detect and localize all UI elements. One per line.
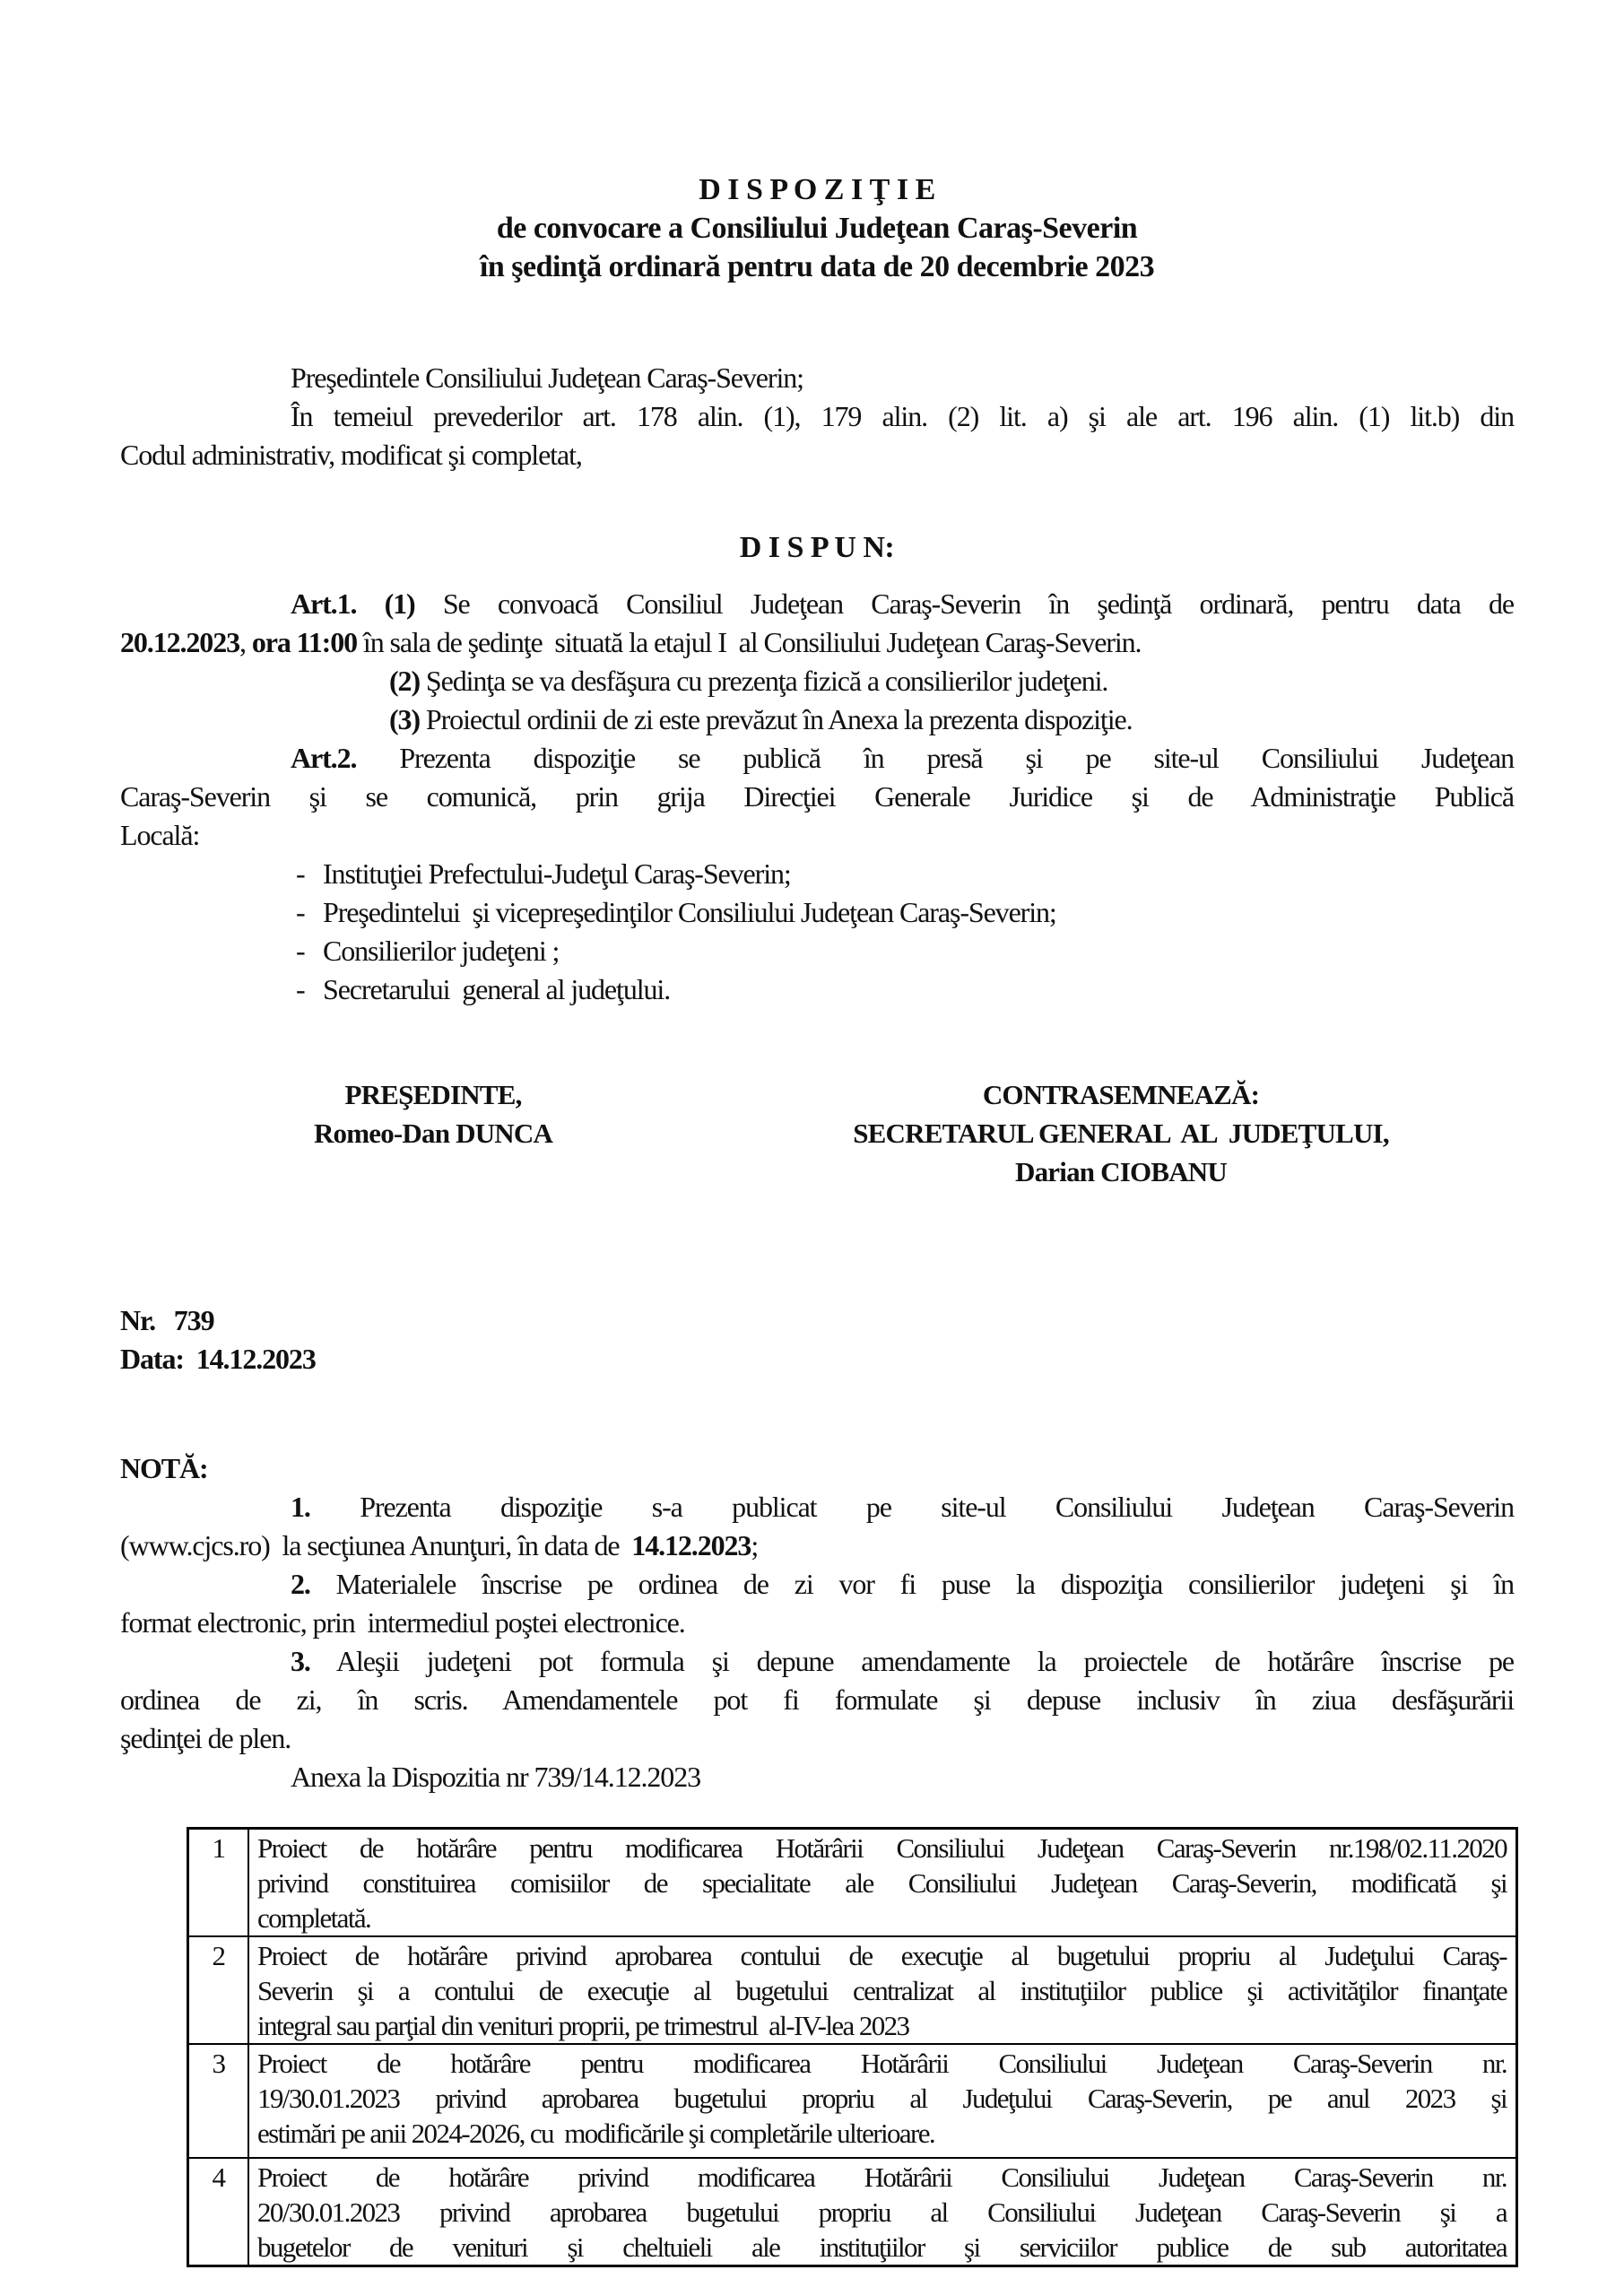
meeting-date: 20.12.2023 [120, 626, 240, 658]
row-3-line-2: 19/30.01.2023 privind aprobarea bugetului propriu al Judeţului Caraş-Severin, pe anul 2023 şi [257, 2083, 1507, 2114]
registration-block [120, 1301, 1514, 1378]
note-heading: NOTĂ: [120, 1452, 208, 1484]
table-row [188, 2158, 1517, 2266]
registration-number: Nr. 739 [120, 1304, 214, 1336]
doc-title [120, 170, 1514, 286]
row-2-line-1: Proiect de hotărâre privind aprobarea contului de execuţie al bugetului propriu al Judeţului Caraş- [257, 1940, 1507, 1971]
note-1-line-2-pre: (www.cjcs.ro) la secţiunea Anunţuri, în data de [120, 1529, 632, 1561]
note-section [120, 1449, 1514, 1796]
recipient-item-1 [120, 855, 1514, 893]
para-3-text: Proiectul ordinii de zi este prevăzut în Anexa la prezenta dispoziţie. [420, 703, 1133, 735]
row-4-line-2: 20/30.01.2023 privind aprobarea bugetului propriu al Consiliului Judeţean Caraş-Severin şi a [257, 2196, 1507, 2228]
para-2-text: Şedinţa se va desfăşura cu prezenţa fizică a consilierilor judeţeni. [420, 665, 1108, 697]
article-1-line-1 [120, 585, 1514, 623]
note-1-label: 1. [291, 1491, 310, 1523]
row-number: 2 [188, 1936, 249, 2044]
row-number: 1 [188, 1829, 249, 1937]
note-2-line-2: format electronic, prin intermediul poştei electronice. [120, 1606, 685, 1639]
row-2-line-2: Severin şi a contului de execuţie al bugetului centralizat al instituţiilor publice şi activităţilor finanţate [257, 1975, 1507, 2006]
row-text [248, 1936, 1517, 2044]
preamble-line-1: Preşedintele Consiliului Judeţean Caraş-Severin; [291, 361, 803, 394]
row-4-line-3: bugetelor de venituri şi cheltuieli ale instituţiilor şi serviciilor publice de sub autoritatea [257, 2231, 1507, 2263]
row-3-line-3: estimări pe anii 2024-2026, cu modificările şi completările ulterioare. [257, 2118, 935, 2149]
list-dash: - [296, 857, 305, 890]
list-dash: - [296, 935, 305, 967]
row-3-line-1: Proiect de hotărâre pentru modificarea Hotărârii Consiliului Judeţean Caraş-Severin nr. [257, 2048, 1507, 2079]
recipients-list [120, 855, 1514, 1009]
countersign-title: CONTRASEMNEAZĂ: [982, 1079, 1260, 1110]
row-1-line-1: Proiect de hotărâre pentru modificarea Hotărârii Consiliului Judeţean Caraş-Severin nr.198/02.11.2020 [257, 1832, 1507, 1864]
article-1-para-3 [120, 700, 1514, 739]
doc-title-line-2: de convocare a Consiliului Judeţean Caraş-Severin [496, 212, 1138, 245]
row-text [248, 1829, 1517, 1937]
article-2-line-1-text: Prezenta dispoziţie se publică în presă şi pe site-ul Consiliului Judeţean [356, 742, 1514, 774]
secretary-title: SECRETARUL GENERAL AL JUDEŢULUI, [853, 1118, 1389, 1149]
note-1-line-1 [120, 1488, 1514, 1526]
row-text [248, 2044, 1517, 2158]
recipient-item-1-text: Instituţiei Prefectului-Judeţul Caraş-Severin; [323, 857, 791, 890]
article-1-para-2 [120, 662, 1514, 700]
recipient-item-3-text: Consilierilor judeţeni ; [323, 935, 560, 967]
row-4-line-1: Proiect de hotărâre privind modificarea Hotărârii Consiliului Judeţean Caraş-Severin nr. [257, 2161, 1507, 2193]
note-3-line-2: ordinea de zi, în scris. Amendamentele pot fi formulate şi depuse inclusiv în ziua desfăşurării [120, 1683, 1514, 1716]
para-3-label: (3) [389, 703, 421, 735]
article-2 [120, 739, 1514, 855]
doc-title-line-3: în şedinţă ordinară pentru data de 20 decembrie 2023 [479, 250, 1155, 283]
meeting-time: ora 11:00 [251, 626, 358, 658]
recipient-item-2-text: Preşedintelui şi vicepreşedinţilor Consiliului Judeţean Caraş-Severin; [323, 896, 1056, 928]
signature-countersign [771, 1075, 1471, 1191]
preamble [120, 359, 1514, 474]
table-row [188, 1829, 1517, 1937]
note-2-label: 2. [291, 1568, 310, 1600]
secretary-name: Darian CIOBANU [1015, 1156, 1227, 1187]
doc-title-line-1: D I S P O Z I Ţ I E [699, 173, 935, 206]
note-3-line-1 [120, 1642, 1514, 1681]
para-2-label: (2) [389, 665, 421, 697]
comma-separator: , [239, 626, 252, 658]
recipient-item-3 [120, 932, 1514, 970]
signature-president [164, 1075, 702, 1152]
article-2-label: Art.2. [291, 742, 357, 774]
table-row [188, 1936, 1517, 2044]
row-2-line-3: integral sau parţial din venituri proprii, pe trimestrul al-IV-lea 2023 [257, 2010, 909, 2041]
note-1-line-2 [120, 1526, 1514, 1565]
list-dash: - [296, 973, 305, 1005]
recipient-item-4-text: Secretarului general al judeţului. [323, 973, 671, 1005]
table-row [188, 2044, 1517, 2158]
row-text [248, 2158, 1517, 2266]
note-2-line-1 [120, 1565, 1514, 1604]
preamble-line-2: În temeiul prevederilor art. 178 alin. (1), 179 alin. (2) lit. a) şi ale art. 196 alin. (1) lit.b) din [291, 400, 1514, 432]
recipient-item-2 [120, 893, 1514, 932]
agenda-table [187, 1827, 1518, 2267]
president-name: Romeo-Dan DUNCA [313, 1118, 553, 1149]
row-1-line-2: privind constituirea comisiilor de specialitate ale Consiliului Judeţean Caraş-Severin, modificată şi [257, 1867, 1507, 1899]
row-1-line-3: completată. [257, 1902, 371, 1934]
article-2-line-3: Locală: [120, 819, 200, 851]
article-2-line-1 [120, 739, 1514, 778]
president-title: PREŞEDINTE, [344, 1079, 522, 1110]
row-number: 3 [188, 2044, 249, 2158]
note-2-line-1-text: Materialele înscrise pe ordinea de zi vor fi puse la dispoziţia consilierilor judeţeni şi în [309, 1568, 1514, 1600]
article-1-line-2 [120, 623, 1514, 662]
note-3-line-3: şedinţei de plen. [120, 1722, 291, 1754]
article-1-line-1-text: Se convoacă Consiliul Judeţean Caraş-Severin în şedinţă ordinară, pentru data de [414, 587, 1514, 620]
registration-date: Data: 14.12.2023 [120, 1343, 316, 1375]
note-3-label: 3. [291, 1645, 310, 1677]
dispun-heading-text: D I S P U N: [739, 531, 895, 564]
note-1-line-2-post: ; [751, 1529, 759, 1561]
recipient-item-4 [120, 970, 1514, 1009]
article-1 [120, 585, 1514, 739]
publication-date: 14.12.2023 [631, 1529, 751, 1561]
article-2-line-2: Caraş-Severin şi se comunică, prin grija Direcţiei Generale Juridice şi de Administraţie Publică [120, 780, 1514, 813]
article-1-label: Art.1. (1) [291, 587, 415, 620]
dispun-heading [120, 528, 1514, 567]
preamble-line-3: Codul administrativ, modificat şi completat, [120, 439, 582, 471]
anexa-reference: Anexa la Dispozitia nr 739/14.12.2023 [291, 1761, 700, 1793]
row-number: 4 [188, 2158, 249, 2266]
article-1-line-2-text: în sala de şedinţe situată la etajul I al Consiliului Judeţean Caraş-Severin. [357, 626, 1142, 658]
list-dash: - [296, 896, 305, 928]
note-1-line-1-text: Prezenta dispoziţie s-a publicat pe site-ul Consiliului Judeţean Caraş-Severin [309, 1491, 1514, 1523]
note-3-line-1-text: Aleşii judeţeni pot formula şi depune amendamente la proiectele de hotărâre înscrise pe [309, 1645, 1514, 1677]
